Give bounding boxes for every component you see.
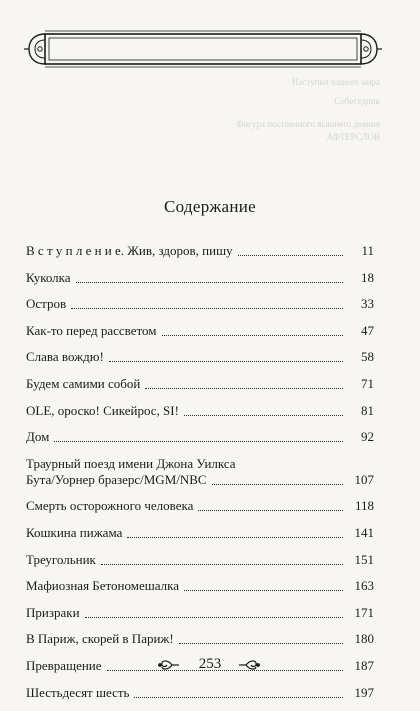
toc-entry-page: 107: [354, 471, 374, 487]
toc-entry[interactable]: [26, 605, 374, 621]
toc-entry-page: 118: [354, 498, 374, 514]
toc-entry-title: Смерть осторожного человека: [26, 498, 194, 514]
toc-entry[interactable]: [26, 403, 374, 419]
toc-entry-page: 171: [354, 604, 374, 620]
toc-entry-title: Треугольник: [26, 551, 96, 567]
toc-entry-page: 180: [354, 631, 374, 647]
toc-entry-title: Призраки: [26, 604, 80, 620]
header-ornament-frame: [23, 28, 383, 70]
toc-entry[interactable]: [26, 525, 374, 541]
toc-entry-title: Шестьдесят шесть: [26, 684, 130, 700]
toc-entry[interactable]: [26, 349, 374, 365]
dot-leader: [54, 440, 343, 442]
bleed-line: Собеседник: [334, 96, 380, 106]
dot-leader: [134, 696, 343, 698]
dot-leader: [76, 281, 343, 283]
dot-leader: [238, 254, 343, 256]
toc-entry-title: Остров: [26, 296, 67, 312]
dot-leader: [101, 563, 343, 565]
dot-leader: [212, 483, 343, 485]
toc-entry-title: Мафиозная Бетономешалка: [26, 578, 180, 594]
toc-entry-page: 58: [361, 349, 374, 365]
toc-entry[interactable]: [26, 578, 374, 594]
toc-entry[interactable]: [26, 498, 374, 514]
dot-leader: [184, 589, 343, 591]
toc-entry-page: 187: [354, 657, 374, 673]
toc-entry-title-block: [26, 456, 348, 488]
toc-entry-page: 197: [354, 684, 374, 700]
bleed-through-text: [230, 76, 380, 166]
toc-entry-page: 151: [354, 551, 374, 567]
dot-leader: [184, 414, 343, 416]
toc-heading: Содержание: [163, 197, 257, 216]
toc-entry-title: В с т у п л е н и е. Жив, здоров, пишу: [26, 243, 233, 258]
toc-entry-title: Слава вождю!: [26, 349, 104, 365]
table-of-contents: [26, 243, 374, 711]
toc-entry-title: Кошкина пижама: [26, 524, 123, 540]
toc-entry-page: 71: [361, 375, 374, 391]
toc-entry-title-line2: Бута/Уорнер бразерс/MGM/NBC: [26, 471, 207, 487]
toc-entry-page: 81: [361, 402, 374, 418]
toc-entry-title: Как-то перед рассветом: [26, 322, 157, 338]
toc-entry[interactable]: [26, 456, 374, 488]
right-ornament-icon: [238, 658, 260, 672]
bleed-line: Наступил нашего мира: [291, 77, 380, 87]
toc-entry-page: 92: [361, 429, 374, 445]
toc-entry-page: 18: [361, 269, 374, 285]
dot-leader: [109, 360, 343, 362]
toc-entry[interactable]: [26, 243, 374, 259]
toc-entry-title: Превращение: [26, 657, 102, 673]
toc-entry-title: Дом: [26, 429, 50, 445]
toc-entry-page: 163: [354, 578, 374, 594]
toc-entry[interactable]: [26, 270, 374, 286]
toc-entry[interactable]: [26, 552, 374, 568]
toc-entry[interactable]: [26, 376, 374, 392]
toc-entry[interactable]: [26, 429, 374, 445]
toc-entry[interactable]: [26, 323, 374, 339]
toc-entry-title: Куколка: [26, 269, 71, 285]
toc-entry-title: Будем самими собой: [26, 375, 141, 391]
dot-leader: [85, 616, 343, 618]
dot-leader: [145, 387, 343, 389]
toc-entry-page: 141: [354, 524, 374, 540]
toc-entry[interactable]: [26, 296, 374, 312]
toc-entry[interactable]: [26, 631, 374, 647]
toc-entry[interactable]: [26, 685, 374, 701]
dot-leader: [162, 334, 344, 336]
dot-leader: [179, 642, 343, 644]
toc-entry-page: 47: [361, 322, 374, 338]
toc-entry-page: 33: [361, 296, 374, 312]
toc-entry-page: 11: [361, 243, 374, 258]
dot-leader: [198, 509, 343, 511]
toc-entry-title-line1: Траурный поезд имени Джона Уилкса: [26, 455, 236, 471]
bleed-line: Фигура постоянного вышнего деяния: [236, 119, 380, 129]
dot-leader: [127, 536, 343, 538]
bleed-line: АФТЕРСЛОВ: [326, 132, 380, 142]
page-footer: [0, 656, 420, 676]
page-number: 253: [198, 656, 222, 672]
toc-entry-title: В Париж, скорей в Париж!: [26, 631, 174, 647]
toc-entry-title: OLE, ороско! Сикейрос, SI!: [26, 402, 179, 418]
toc-entry-title-row2: [26, 472, 348, 488]
dot-leader: [71, 307, 343, 309]
